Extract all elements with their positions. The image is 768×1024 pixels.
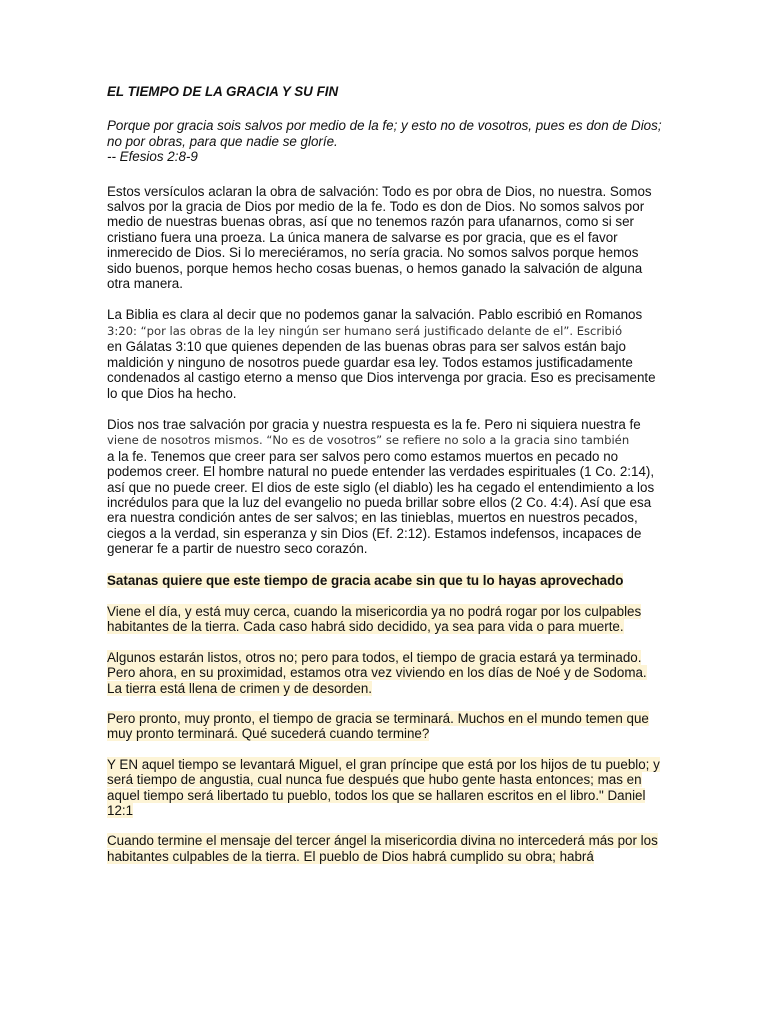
paragraph-3-part-a: Dios nos trae salvación por gracia y nuestra respuesta es la fe. Pero ni siquiera nuestra fe [107,416,641,432]
paragraph-2-part-c: en Gálatas 3:10 que quienes dependen de las buenas obras para ser salvos están bajo maldición y ninguno de nosotros puede guardar esa ley. Todos estamos justificadamente condenados al castigo eterno a menso que Dios intervenga por gracia. Eso es precisamente lo que Dios ha hecho. [107,339,656,401]
paragraph-2 [107,307,663,400]
quote-text: Porque por gracia sois salvos por medio de la fe; y esto no de vosotros, pues es don de Dios; no por obras, para que nadie se gloríe. [107,118,662,149]
highlighted-paragraph-3: Pero pronto, muy pronto, el tiempo de gracia se terminará. Muchos en el mundo temen que muy pronto terminará. Qué sucederá cuando termine? [107,711,649,742]
section-heading: Satanas quiere que este tiempo de gracia acabe sin que tu lo hayas aprovechado [107,572,624,588]
highlighted-paragraph-4: Y EN aquel tiempo se levantará Miguel, el gran príncipe que está por los hijos de tu pueblo; y será tiempo de angustia, cual nunca fue después que hubo gente hasta entonces; mas en aquel tiempo será libertado tu pueblo, todos los que se hallaren escritos en el libro." Daniel 12:1 [107,756,660,819]
paragraph-2-part-a: La Biblia es clara al decir que no podemos ganar la salvación. Pablo escribió en Romanos [107,307,643,323]
paragraph-1: Estos versículos aclaran la obra de salvación: Todo es por obra de Dios, no nuestra. Somos salvos por la gracia de Dios por medio de la fe. Todo es don de Dios. No somos salvos por medio de nuestras buenas obras, así que no tenemos razón para ufanarnos, como si ser cristiano fuera una proeza. La única manera de salvarse es por gracia, que es el favor inmerecido de Dios. Si lo mereciéramos, no sería gracia. No somos salvos porque hemos sido buenos, porque hemos hecho cosas buenas, o hemos ganado la salvación de alguna otra manera. [107,183,652,292]
document-page [107,84,663,879]
paragraph-3 [107,417,663,557]
highlighted-paragraph-5: Cuando termine el mensaje del tercer ángel la misericordia divina no intercederá más por los habitantes culpables de la tierra. El pueblo de Dios habrá cumplido su obra; habrá [107,833,658,864]
highlighted-paragraph-1: Viene el día, y está muy cerca, cuando la misericordia ya no podrá rogar por los culpables habitantes de la tierra. Cada caso habrá sido decidido, ya sea para vida o para muerte. [107,603,642,635]
paragraph-3-part-b: viene de nosotros mismos. “No es de vosotros” se refiere no solo a la gracia sino también [107,433,630,448]
document-title: EL TIEMPO DE LA GRACIA Y SU FIN [107,84,339,99]
quote-reference: -- Efesios 2:8-9 [107,149,198,165]
paragraph-3-part-c: a la fe. Tenemos que creer para ser salvos pero como estamos muertos en pecado no podemos creer. El hombre natural no puede entender las verdades espirituales (1 Co. 2:14), así que no puede creer. El dios de este siglo (el diablo) les ha cegado el entendimiento a los incrédulos para que la luz del evangelio no pueda brillar sobre ellos (2 Co. 4:4). Así que esa era nuestra condición antes de ser salvos; en las tinieblas, muertos en nuestros pecados, ciegos a la verdad, sin esperanza y sin Dios (Ef. 2:12). Estamos indefensos, incapaces de generar fe a partir de nuestro seco corazón. [107,448,655,557]
highlighted-paragraph-2: Algunos estarán listos, otros no; pero para todos, el tiempo de gracia estará ya terminado. Pero ahora, en su proximidad, estamos otra vez viviendo en los días de Noé y de Sodoma. La tierra está llena de crimen y de desorden. [107,649,647,696]
paragraph-2-part-b: 3:20: “por las obras de la ley ningún ser humano será justificado delante de el”. Escribió [107,323,623,338]
scripture-quote [107,118,663,164]
